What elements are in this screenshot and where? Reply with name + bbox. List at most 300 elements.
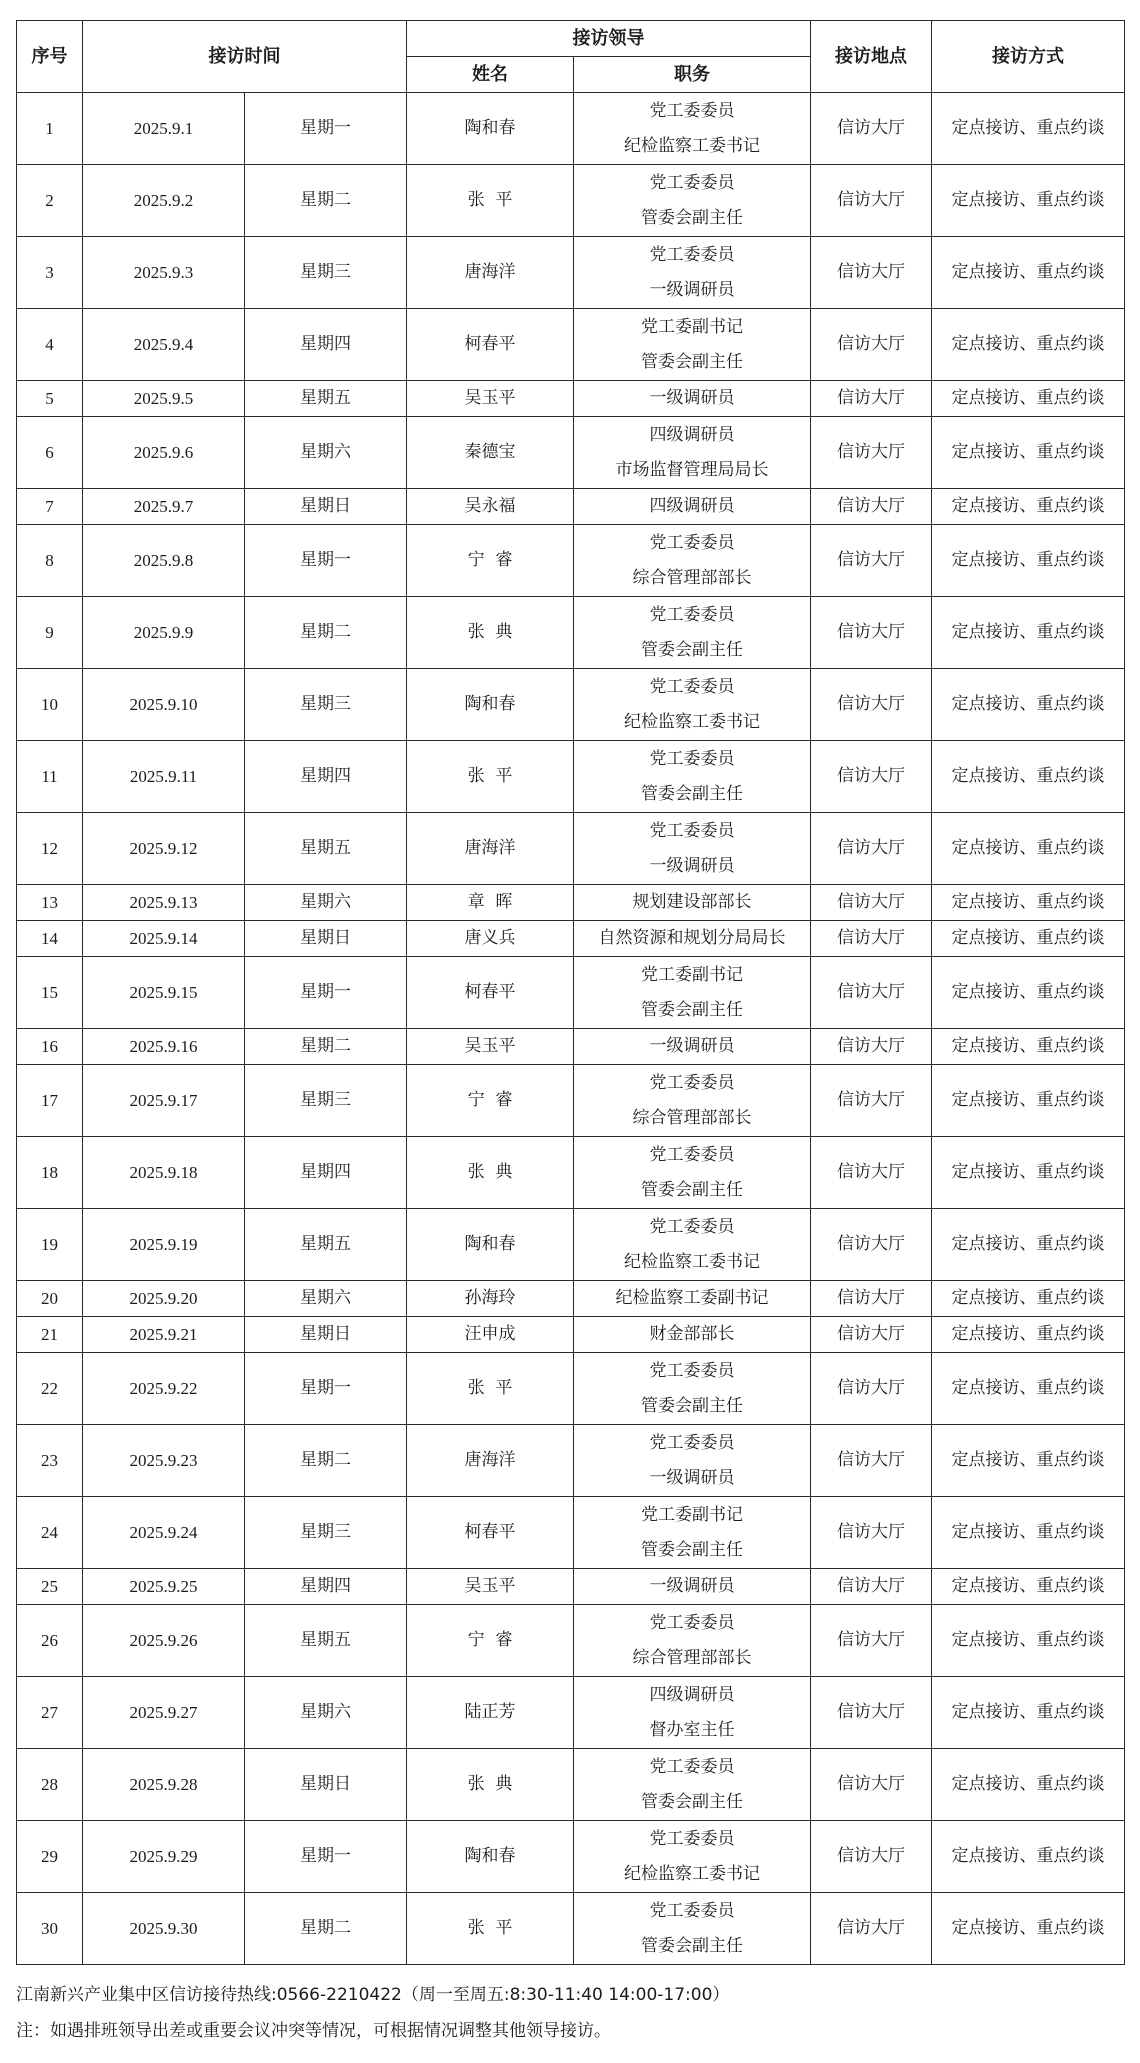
position-cell <box>574 921 811 957</box>
leader-name-cell: 柯春平 <box>407 957 574 1029</box>
leader-name-cell: 宁 睿 <box>407 525 574 597</box>
reception-schedule-table <box>16 20 1125 1965</box>
leader-name-cell: 唐海洋 <box>407 1425 574 1497</box>
position-line: 纪检监察工委书记 <box>624 1251 760 1272</box>
location-cell: 信访大厅 <box>811 489 932 525</box>
table-row <box>17 1029 1125 1065</box>
header-position: 职务 <box>574 57 811 93</box>
position-cell <box>574 1353 811 1425</box>
position-cell <box>574 165 811 237</box>
weekday-cell: 星期一 <box>245 957 407 1029</box>
leader-name-cell: 张 典 <box>407 1749 574 1821</box>
position-cell <box>574 1209 811 1281</box>
position-line: 党工委委员 <box>649 604 735 625</box>
position-line: 四级调研员 <box>649 1684 735 1705</box>
date-cell: 2025.9.10 <box>83 669 245 741</box>
location-cell: 信访大厅 <box>811 1281 932 1317</box>
weekday-cell: 星期六 <box>245 885 407 921</box>
note-text: 注：如遇排班领导出差或重要会议冲突等情况，可根据情况调整其他领导接访。 <box>16 2021 611 2041</box>
table-row <box>17 1893 1125 1965</box>
location-cell: 信访大厅 <box>811 1821 932 1893</box>
table-row <box>17 741 1125 813</box>
location-cell: 信访大厅 <box>811 525 932 597</box>
location-cell: 信访大厅 <box>811 165 932 237</box>
leader-name-cell: 唐义兵 <box>407 921 574 957</box>
date-cell: 2025.9.23 <box>83 1425 245 1497</box>
date-cell: 2025.9.24 <box>83 1497 245 1569</box>
position-cell <box>574 1569 811 1605</box>
position-cell <box>574 489 811 525</box>
leader-name-cell: 秦德宝 <box>407 417 574 489</box>
table-row <box>17 813 1125 885</box>
location-cell: 信访大厅 <box>811 885 932 921</box>
position-line: 一级调研员 <box>649 1467 735 1488</box>
position-cell <box>574 1605 811 1677</box>
leader-name-cell: 张 平 <box>407 1353 574 1425</box>
position-cell <box>574 1497 811 1569</box>
leader-name-cell: 孙海玲 <box>407 1281 574 1317</box>
weekday-cell: 星期三 <box>245 1497 407 1569</box>
seq-cell: 15 <box>17 957 83 1029</box>
weekday-cell: 星期日 <box>245 489 407 525</box>
method-cell: 定点接访、重点约谈 <box>932 1749 1125 1821</box>
table-row <box>17 597 1125 669</box>
weekday-cell: 星期四 <box>245 1569 407 1605</box>
position-line: 党工委委员 <box>649 244 735 265</box>
date-cell: 2025.9.11 <box>83 741 245 813</box>
position-line: 纪检监察工委书记 <box>624 711 760 732</box>
location-cell: 信访大厅 <box>811 813 932 885</box>
weekday-cell: 星期二 <box>245 165 407 237</box>
method-cell: 定点接访、重点约谈 <box>932 813 1125 885</box>
position-line: 管委会副主任 <box>641 351 743 372</box>
header-method: 接访方式 <box>932 21 1125 93</box>
position-line: 管委会副主任 <box>641 1791 743 1812</box>
seq-cell: 18 <box>17 1137 83 1209</box>
location-cell: 信访大厅 <box>811 1749 932 1821</box>
method-cell: 定点接访、重点约谈 <box>932 921 1125 957</box>
position-line: 一级调研员 <box>649 388 735 408</box>
date-cell: 2025.9.20 <box>83 1281 245 1317</box>
table-row <box>17 1569 1125 1605</box>
date-cell: 2025.9.2 <box>83 165 245 237</box>
position-line: 四级调研员 <box>649 496 735 516</box>
table-row <box>17 1821 1125 1893</box>
table-row <box>17 921 1125 957</box>
method-cell: 定点接访、重点约谈 <box>932 525 1125 597</box>
position-cell <box>574 93 811 165</box>
location-cell: 信访大厅 <box>811 1425 932 1497</box>
table-row <box>17 1749 1125 1821</box>
location-cell: 信访大厅 <box>811 1677 932 1749</box>
leader-name-cell: 柯春平 <box>407 309 574 381</box>
table-row <box>17 669 1125 741</box>
table-row <box>17 1281 1125 1317</box>
schedule-rows <box>17 93 1125 1965</box>
table-row <box>17 489 1125 525</box>
position-cell <box>574 1029 811 1065</box>
position-line: 综合管理部部长 <box>632 1107 752 1128</box>
date-cell: 2025.9.29 <box>83 1821 245 1893</box>
leader-name-cell: 汪申成 <box>407 1317 574 1353</box>
seq-cell: 30 <box>17 1893 83 1965</box>
position-cell <box>574 957 811 1029</box>
seq-cell: 24 <box>17 1497 83 1569</box>
leader-name-cell: 陶和春 <box>407 1209 574 1281</box>
weekday-cell: 星期二 <box>245 1425 407 1497</box>
position-line: 党工委委员 <box>649 676 735 697</box>
date-cell: 2025.9.25 <box>83 1569 245 1605</box>
position-line: 党工委委员 <box>649 1612 735 1633</box>
seq-cell: 27 <box>17 1677 83 1749</box>
table-row <box>17 237 1125 309</box>
position-cell <box>574 669 811 741</box>
leader-name-cell: 陶和春 <box>407 669 574 741</box>
location-cell: 信访大厅 <box>811 669 932 741</box>
leader-name-cell: 陶和春 <box>407 1821 574 1893</box>
leader-name-cell: 陆正芳 <box>407 1677 574 1749</box>
position-line: 党工委委员 <box>649 1144 735 1165</box>
position-cell <box>574 1425 811 1497</box>
method-cell: 定点接访、重点约谈 <box>932 93 1125 165</box>
leader-name-cell: 宁 睿 <box>407 1605 574 1677</box>
seq-cell: 4 <box>17 309 83 381</box>
position-line: 管委会副主任 <box>641 207 743 228</box>
weekday-cell: 星期三 <box>245 669 407 741</box>
location-cell: 信访大厅 <box>811 237 932 309</box>
method-cell: 定点接访、重点约谈 <box>932 597 1125 669</box>
table-row <box>17 309 1125 381</box>
position-cell <box>574 381 811 417</box>
leader-name-cell: 吴玉平 <box>407 1569 574 1605</box>
header-seq: 序号 <box>17 21 83 93</box>
method-cell: 定点接访、重点约谈 <box>932 417 1125 489</box>
method-cell: 定点接访、重点约谈 <box>932 1893 1125 1965</box>
position-cell <box>574 1749 811 1821</box>
position-line: 综合管理部部长 <box>632 1647 752 1668</box>
position-cell <box>574 1317 811 1353</box>
weekday-cell: 星期四 <box>245 309 407 381</box>
method-cell: 定点接访、重点约谈 <box>932 741 1125 813</box>
table-row <box>17 93 1125 165</box>
position-line: 规划建设部部长 <box>632 892 752 912</box>
position-line: 自然资源和规划分局局长 <box>598 928 786 948</box>
method-cell: 定点接访、重点约谈 <box>932 381 1125 417</box>
method-cell: 定点接访、重点约谈 <box>932 489 1125 525</box>
seq-cell: 11 <box>17 741 83 813</box>
leader-name-cell: 唐海洋 <box>407 813 574 885</box>
header-leader: 接访领导 <box>407 21 811 57</box>
position-cell <box>574 1677 811 1749</box>
leader-name-cell: 唐海洋 <box>407 237 574 309</box>
date-cell: 2025.9.9 <box>83 597 245 669</box>
position-cell <box>574 525 811 597</box>
seq-cell: 2 <box>17 165 83 237</box>
position-cell <box>574 237 811 309</box>
leader-name-cell: 张 平 <box>407 165 574 237</box>
position-line: 党工委委员 <box>649 532 735 553</box>
leader-name-cell: 张 平 <box>407 741 574 813</box>
position-cell <box>574 1821 811 1893</box>
location-cell: 信访大厅 <box>811 957 932 1029</box>
method-cell: 定点接访、重点约谈 <box>932 669 1125 741</box>
location-cell: 信访大厅 <box>811 1209 932 1281</box>
weekday-cell: 星期日 <box>245 1317 407 1353</box>
date-cell: 2025.9.16 <box>83 1029 245 1065</box>
position-line: 管委会副主任 <box>641 783 743 804</box>
method-cell: 定点接访、重点约谈 <box>932 165 1125 237</box>
leader-name-cell: 宁 睿 <box>407 1065 574 1137</box>
position-line: 一级调研员 <box>649 1036 735 1056</box>
position-line: 综合管理部部长 <box>632 567 752 588</box>
method-cell: 定点接访、重点约谈 <box>932 237 1125 309</box>
date-cell: 2025.9.4 <box>83 309 245 381</box>
seq-cell: 22 <box>17 1353 83 1425</box>
date-cell: 2025.9.7 <box>83 489 245 525</box>
method-cell: 定点接访、重点约谈 <box>932 1821 1125 1893</box>
date-cell: 2025.9.8 <box>83 525 245 597</box>
position-cell <box>574 309 811 381</box>
table-row <box>17 1353 1125 1425</box>
method-cell: 定点接访、重点约谈 <box>932 1065 1125 1137</box>
seq-cell: 29 <box>17 1821 83 1893</box>
date-cell: 2025.9.26 <box>83 1605 245 1677</box>
location-cell: 信访大厅 <box>811 381 932 417</box>
seq-cell: 26 <box>17 1605 83 1677</box>
position-cell <box>574 1281 811 1317</box>
position-line: 一级调研员 <box>649 1576 735 1596</box>
method-cell: 定点接访、重点约谈 <box>932 309 1125 381</box>
location-cell: 信访大厅 <box>811 1029 932 1065</box>
method-cell: 定点接访、重点约谈 <box>932 957 1125 1029</box>
position-line: 党工委委员 <box>649 1828 735 1849</box>
position-line: 纪检监察工委副书记 <box>615 1288 769 1308</box>
position-line: 管委会副主任 <box>641 1935 743 1956</box>
method-cell: 定点接访、重点约谈 <box>932 1605 1125 1677</box>
header-time: 接访时间 <box>83 21 407 93</box>
location-cell: 信访大厅 <box>811 417 932 489</box>
seq-cell: 21 <box>17 1317 83 1353</box>
location-cell: 信访大厅 <box>811 1605 932 1677</box>
position-line: 党工委副书记 <box>641 316 743 337</box>
weekday-cell: 星期二 <box>245 597 407 669</box>
date-cell: 2025.9.3 <box>83 237 245 309</box>
method-cell: 定点接访、重点约谈 <box>932 1029 1125 1065</box>
date-cell: 2025.9.27 <box>83 1677 245 1749</box>
location-cell: 信访大厅 <box>811 309 932 381</box>
position-line: 管委会副主任 <box>641 639 743 660</box>
table-row <box>17 1497 1125 1569</box>
location-cell: 信访大厅 <box>811 1353 932 1425</box>
seq-cell: 17 <box>17 1065 83 1137</box>
weekday-cell: 星期一 <box>245 93 407 165</box>
method-cell: 定点接访、重点约谈 <box>932 1353 1125 1425</box>
weekday-cell: 星期一 <box>245 525 407 597</box>
location-cell: 信访大厅 <box>811 597 932 669</box>
date-cell: 2025.9.13 <box>83 885 245 921</box>
weekday-cell: 星期一 <box>245 1353 407 1425</box>
method-cell: 定点接访、重点约谈 <box>932 1677 1125 1749</box>
weekday-cell: 星期六 <box>245 417 407 489</box>
seq-cell: 28 <box>17 1749 83 1821</box>
location-cell: 信访大厅 <box>811 921 932 957</box>
method-cell: 定点接访、重点约谈 <box>932 1497 1125 1569</box>
position-line: 党工委委员 <box>649 1756 735 1777</box>
seq-cell: 25 <box>17 1569 83 1605</box>
date-cell: 2025.9.12 <box>83 813 245 885</box>
location-cell: 信访大厅 <box>811 741 932 813</box>
leader-name-cell: 张 典 <box>407 597 574 669</box>
weekday-cell: 星期五 <box>245 813 407 885</box>
header-location: 接访地点 <box>811 21 932 93</box>
method-cell: 定点接访、重点约谈 <box>932 885 1125 921</box>
position-line: 党工委副书记 <box>641 964 743 985</box>
date-cell: 2025.9.6 <box>83 417 245 489</box>
position-line: 督办室主任 <box>649 1719 735 1740</box>
seq-cell: 10 <box>17 669 83 741</box>
table-row <box>17 1425 1125 1497</box>
header-name: 姓名 <box>407 57 574 93</box>
table-row <box>17 1209 1125 1281</box>
leader-name-cell: 张 典 <box>407 1137 574 1209</box>
leader-name-cell: 吴玉平 <box>407 1029 574 1065</box>
seq-cell: 6 <box>17 417 83 489</box>
table-row <box>17 381 1125 417</box>
position-line: 管委会副主任 <box>641 1395 743 1416</box>
seq-cell: 9 <box>17 597 83 669</box>
date-cell: 2025.9.18 <box>83 1137 245 1209</box>
weekday-cell: 星期一 <box>245 1821 407 1893</box>
weekday-cell: 星期五 <box>245 1605 407 1677</box>
method-cell: 定点接访、重点约谈 <box>932 1209 1125 1281</box>
date-cell: 2025.9.1 <box>83 93 245 165</box>
table-row <box>17 1317 1125 1353</box>
position-line: 四级调研员 <box>649 424 735 445</box>
position-line: 财金部部长 <box>649 1324 735 1344</box>
method-cell: 定点接访、重点约谈 <box>932 1281 1125 1317</box>
table-row <box>17 1137 1125 1209</box>
position-cell <box>574 741 811 813</box>
location-cell: 信访大厅 <box>811 1317 932 1353</box>
table-row <box>17 165 1125 237</box>
position-cell <box>574 1065 811 1137</box>
location-cell: 信访大厅 <box>811 1137 932 1209</box>
weekday-cell: 星期六 <box>245 1281 407 1317</box>
seq-cell: 13 <box>17 885 83 921</box>
seq-cell: 19 <box>17 1209 83 1281</box>
location-cell: 信访大厅 <box>811 1497 932 1569</box>
table-row <box>17 417 1125 489</box>
position-cell <box>574 1137 811 1209</box>
date-cell: 2025.9.21 <box>83 1317 245 1353</box>
hotline-text: 江南新兴产业集中区信访接待热线:0566-2210422（周一至周五:8:30-11:40 14:00-17:00） <box>16 1985 730 2005</box>
weekday-cell: 星期日 <box>245 1749 407 1821</box>
weekday-cell: 星期日 <box>245 921 407 957</box>
seq-cell: 16 <box>17 1029 83 1065</box>
weekday-cell: 星期五 <box>245 381 407 417</box>
position-line: 党工委委员 <box>649 1072 735 1093</box>
position-line: 一级调研员 <box>649 279 735 300</box>
weekday-cell: 星期三 <box>245 237 407 309</box>
leader-name-cell: 柯春平 <box>407 1497 574 1569</box>
table-row <box>17 1677 1125 1749</box>
weekday-cell: 星期二 <box>245 1893 407 1965</box>
position-line: 管委会副主任 <box>641 1179 743 1200</box>
date-cell: 2025.9.15 <box>83 957 245 1029</box>
position-line: 党工委副书记 <box>641 1504 743 1525</box>
position-line: 党工委委员 <box>649 1900 735 1921</box>
position-cell <box>574 417 811 489</box>
weekday-cell: 星期六 <box>245 1677 407 1749</box>
table-row <box>17 1605 1125 1677</box>
weekday-cell: 星期四 <box>245 741 407 813</box>
date-cell: 2025.9.17 <box>83 1065 245 1137</box>
date-cell: 2025.9.28 <box>83 1749 245 1821</box>
leader-name-cell: 吴玉平 <box>407 381 574 417</box>
leader-name-cell: 章 晖 <box>407 885 574 921</box>
method-cell: 定点接访、重点约谈 <box>932 1425 1125 1497</box>
position-line: 党工委委员 <box>649 100 735 121</box>
location-cell: 信访大厅 <box>811 1893 932 1965</box>
weekday-cell: 星期四 <box>245 1137 407 1209</box>
method-cell: 定点接访、重点约谈 <box>932 1569 1125 1605</box>
location-cell: 信访大厅 <box>811 93 932 165</box>
position-line: 管委会副主任 <box>641 999 743 1020</box>
seq-cell: 5 <box>17 381 83 417</box>
position-line: 党工委委员 <box>649 1432 735 1453</box>
position-cell <box>574 813 811 885</box>
position-line: 纪检监察工委书记 <box>624 1863 760 1884</box>
position-line: 党工委委员 <box>649 1360 735 1381</box>
seq-cell: 14 <box>17 921 83 957</box>
seq-cell: 3 <box>17 237 83 309</box>
seq-cell: 1 <box>17 93 83 165</box>
leader-name-cell: 吴永福 <box>407 489 574 525</box>
seq-cell: 20 <box>17 1281 83 1317</box>
method-cell: 定点接访、重点约谈 <box>932 1317 1125 1353</box>
leader-name-cell: 张 平 <box>407 1893 574 1965</box>
table-row <box>17 885 1125 921</box>
date-cell: 2025.9.14 <box>83 921 245 957</box>
seq-cell: 23 <box>17 1425 83 1497</box>
date-cell: 2025.9.30 <box>83 1893 245 1965</box>
position-cell <box>574 885 811 921</box>
date-cell: 2025.9.22 <box>83 1353 245 1425</box>
table-row <box>17 957 1125 1029</box>
table-row <box>17 525 1125 597</box>
seq-cell: 8 <box>17 525 83 597</box>
date-cell: 2025.9.19 <box>83 1209 245 1281</box>
weekday-cell: 星期三 <box>245 1065 407 1137</box>
position-cell <box>574 1893 811 1965</box>
position-cell <box>574 597 811 669</box>
position-line: 管委会副主任 <box>641 1539 743 1560</box>
seq-cell: 7 <box>17 489 83 525</box>
location-cell: 信访大厅 <box>811 1065 932 1137</box>
position-line: 市场监督管理局局长 <box>615 459 769 480</box>
position-line: 党工委委员 <box>649 1216 735 1237</box>
position-line: 一级调研员 <box>649 855 735 876</box>
position-line: 党工委委员 <box>649 820 735 841</box>
position-line: 党工委委员 <box>649 748 735 769</box>
table-row <box>17 1065 1125 1137</box>
location-cell: 信访大厅 <box>811 1569 932 1605</box>
leader-name-cell: 陶和春 <box>407 93 574 165</box>
method-cell: 定点接访、重点约谈 <box>932 1137 1125 1209</box>
position-line: 党工委委员 <box>649 172 735 193</box>
position-line: 纪检监察工委书记 <box>624 135 760 156</box>
seq-cell: 12 <box>17 813 83 885</box>
